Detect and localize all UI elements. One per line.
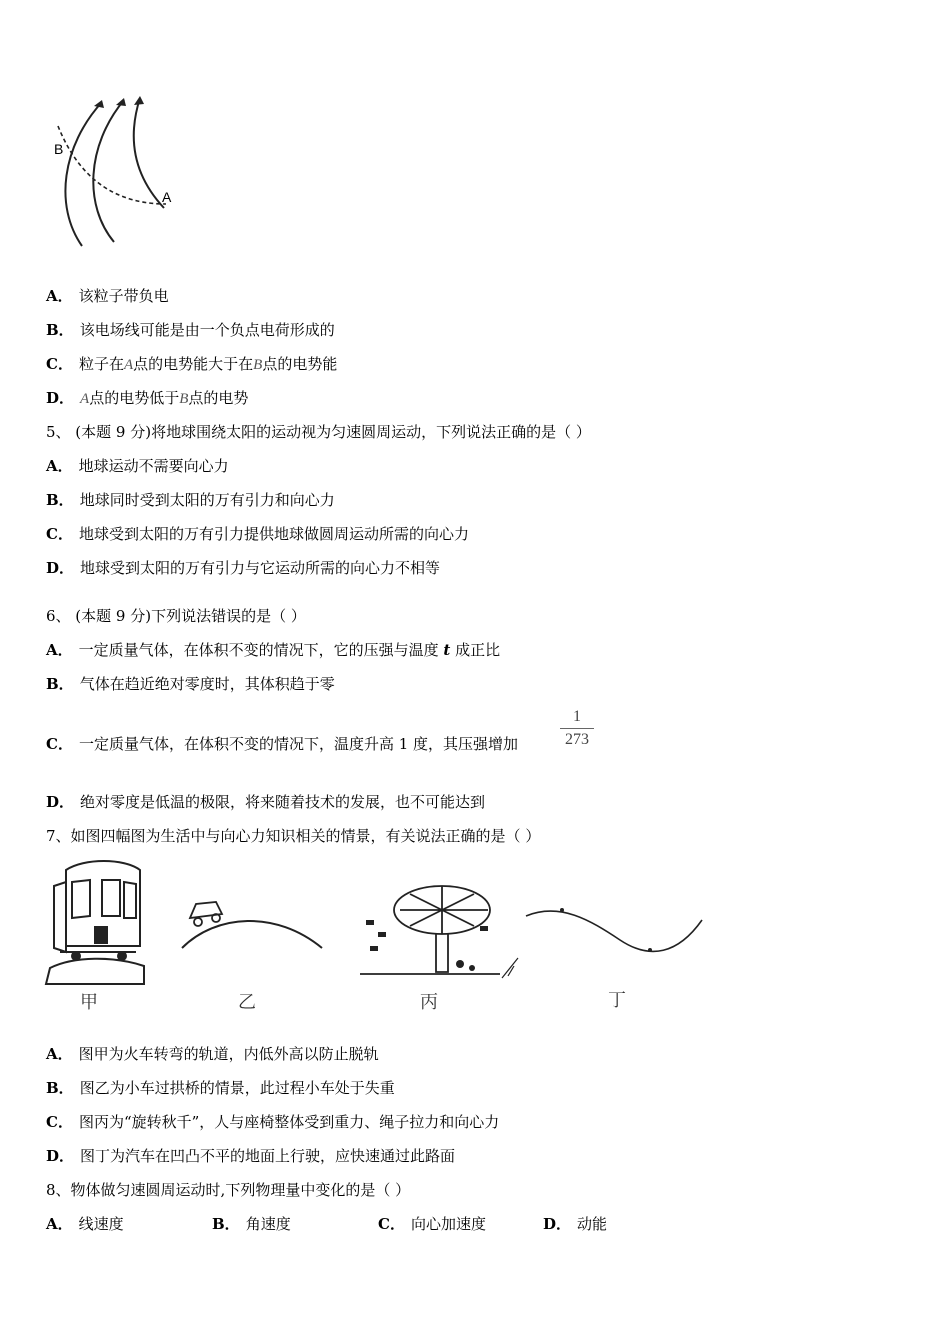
q5-stem: 5、 (本题 9 分)将地球围绕太阳的运动视为匀速圆周运动，下列说法正确的是（ ） bbox=[46, 423, 591, 441]
field-line-3 bbox=[134, 98, 164, 208]
q8-stem: 8、物体做匀速圆周运动时,下列物理量中变化的是（ ） bbox=[46, 1181, 411, 1199]
q7-stem: 7、如图四幅图为生活中与向心力知识相关的情景，有关说法正确的是（ ） bbox=[46, 827, 541, 845]
q4-option-c: C． 粒子在A点的电势能大于在B点的电势能 bbox=[46, 355, 338, 373]
caption-jia: 甲 bbox=[80, 992, 98, 1013]
q6-option-d: D． 绝对零度是低温的极限，将来随着技术的发展，也不可能达到 bbox=[46, 793, 486, 811]
particle-trajectory bbox=[58, 126, 166, 204]
bumpy-road-picture bbox=[500, 900, 706, 980]
q5-option-a: A． 地球运动不需要向心力 bbox=[46, 457, 229, 475]
q8-option-b: B． 角速度 bbox=[212, 1215, 291, 1233]
caption-ding: 丁 bbox=[608, 990, 626, 1011]
q7-option-d: D． 图丁为汽车在凹凸不平的地面上行驶，应快速通过此路面 bbox=[46, 1147, 456, 1165]
electric-field-figure bbox=[44, 96, 184, 248]
q7-option-a: A． 图甲为火车转弯的轨道，内低外高以防止脱轨 bbox=[46, 1045, 379, 1063]
field-line-2 bbox=[93, 100, 124, 242]
q4-option-d: D． A点的电势低于B点的电势 bbox=[46, 389, 249, 407]
fraction-1-over-273: 1 273 bbox=[560, 708, 594, 749]
q6-option-b: B． 气体在趋近绝对零度时，其体积趋于零 bbox=[46, 675, 335, 693]
q5-option-b: B． 地球同时受到太阳的万有引力和向心力 bbox=[46, 491, 335, 509]
q6-stem: 6、 (本题 9 分)下列说法错误的是（ ） bbox=[46, 607, 306, 625]
q8-option-a: A． 线速度 bbox=[46, 1215, 124, 1233]
caption-bing: 丙 bbox=[420, 992, 438, 1013]
q6-option-c: C． 一定质量气体，在体积不变的情况下，温度升高 1 度，其压强增加 bbox=[46, 735, 519, 753]
q8-option-d: D． 动能 bbox=[543, 1215, 608, 1233]
q5-option-c: C． 地球受到太阳的万有引力提供地球做圆周运动所需的向心力 bbox=[46, 525, 469, 543]
q4-option-a: A． 该粒子带负电 bbox=[46, 287, 169, 305]
q8-option-c: C． 向心加速度 bbox=[378, 1215, 486, 1233]
q7-option-c: C． 图丙为“旋转秋千”，人与座椅整体受到重力、绳子拉力和向心力 bbox=[46, 1113, 500, 1131]
caption-yi: 乙 bbox=[238, 992, 256, 1013]
q5-option-d: D． 地球受到太阳的万有引力与它运动所需的向心力不相等 bbox=[46, 559, 441, 577]
figure-label-b: B bbox=[54, 141, 64, 157]
car-on-bridge-picture bbox=[176, 890, 326, 952]
q7-option-b: B． 图乙为小车过拱桥的情景，此过程小车处于失重 bbox=[46, 1079, 395, 1097]
field-line-1 bbox=[65, 102, 102, 246]
q4-option-b: B． 该电场线可能是由一个负点电荷形成的 bbox=[46, 321, 335, 339]
q6-option-a: A． 一定质量气体，在体积不变的情况下，它的压强与温度 t 成正比 bbox=[46, 641, 501, 659]
swing-ride-picture bbox=[360, 880, 520, 980]
train-picture bbox=[44, 856, 148, 986]
figure-label-a: A bbox=[162, 189, 172, 205]
